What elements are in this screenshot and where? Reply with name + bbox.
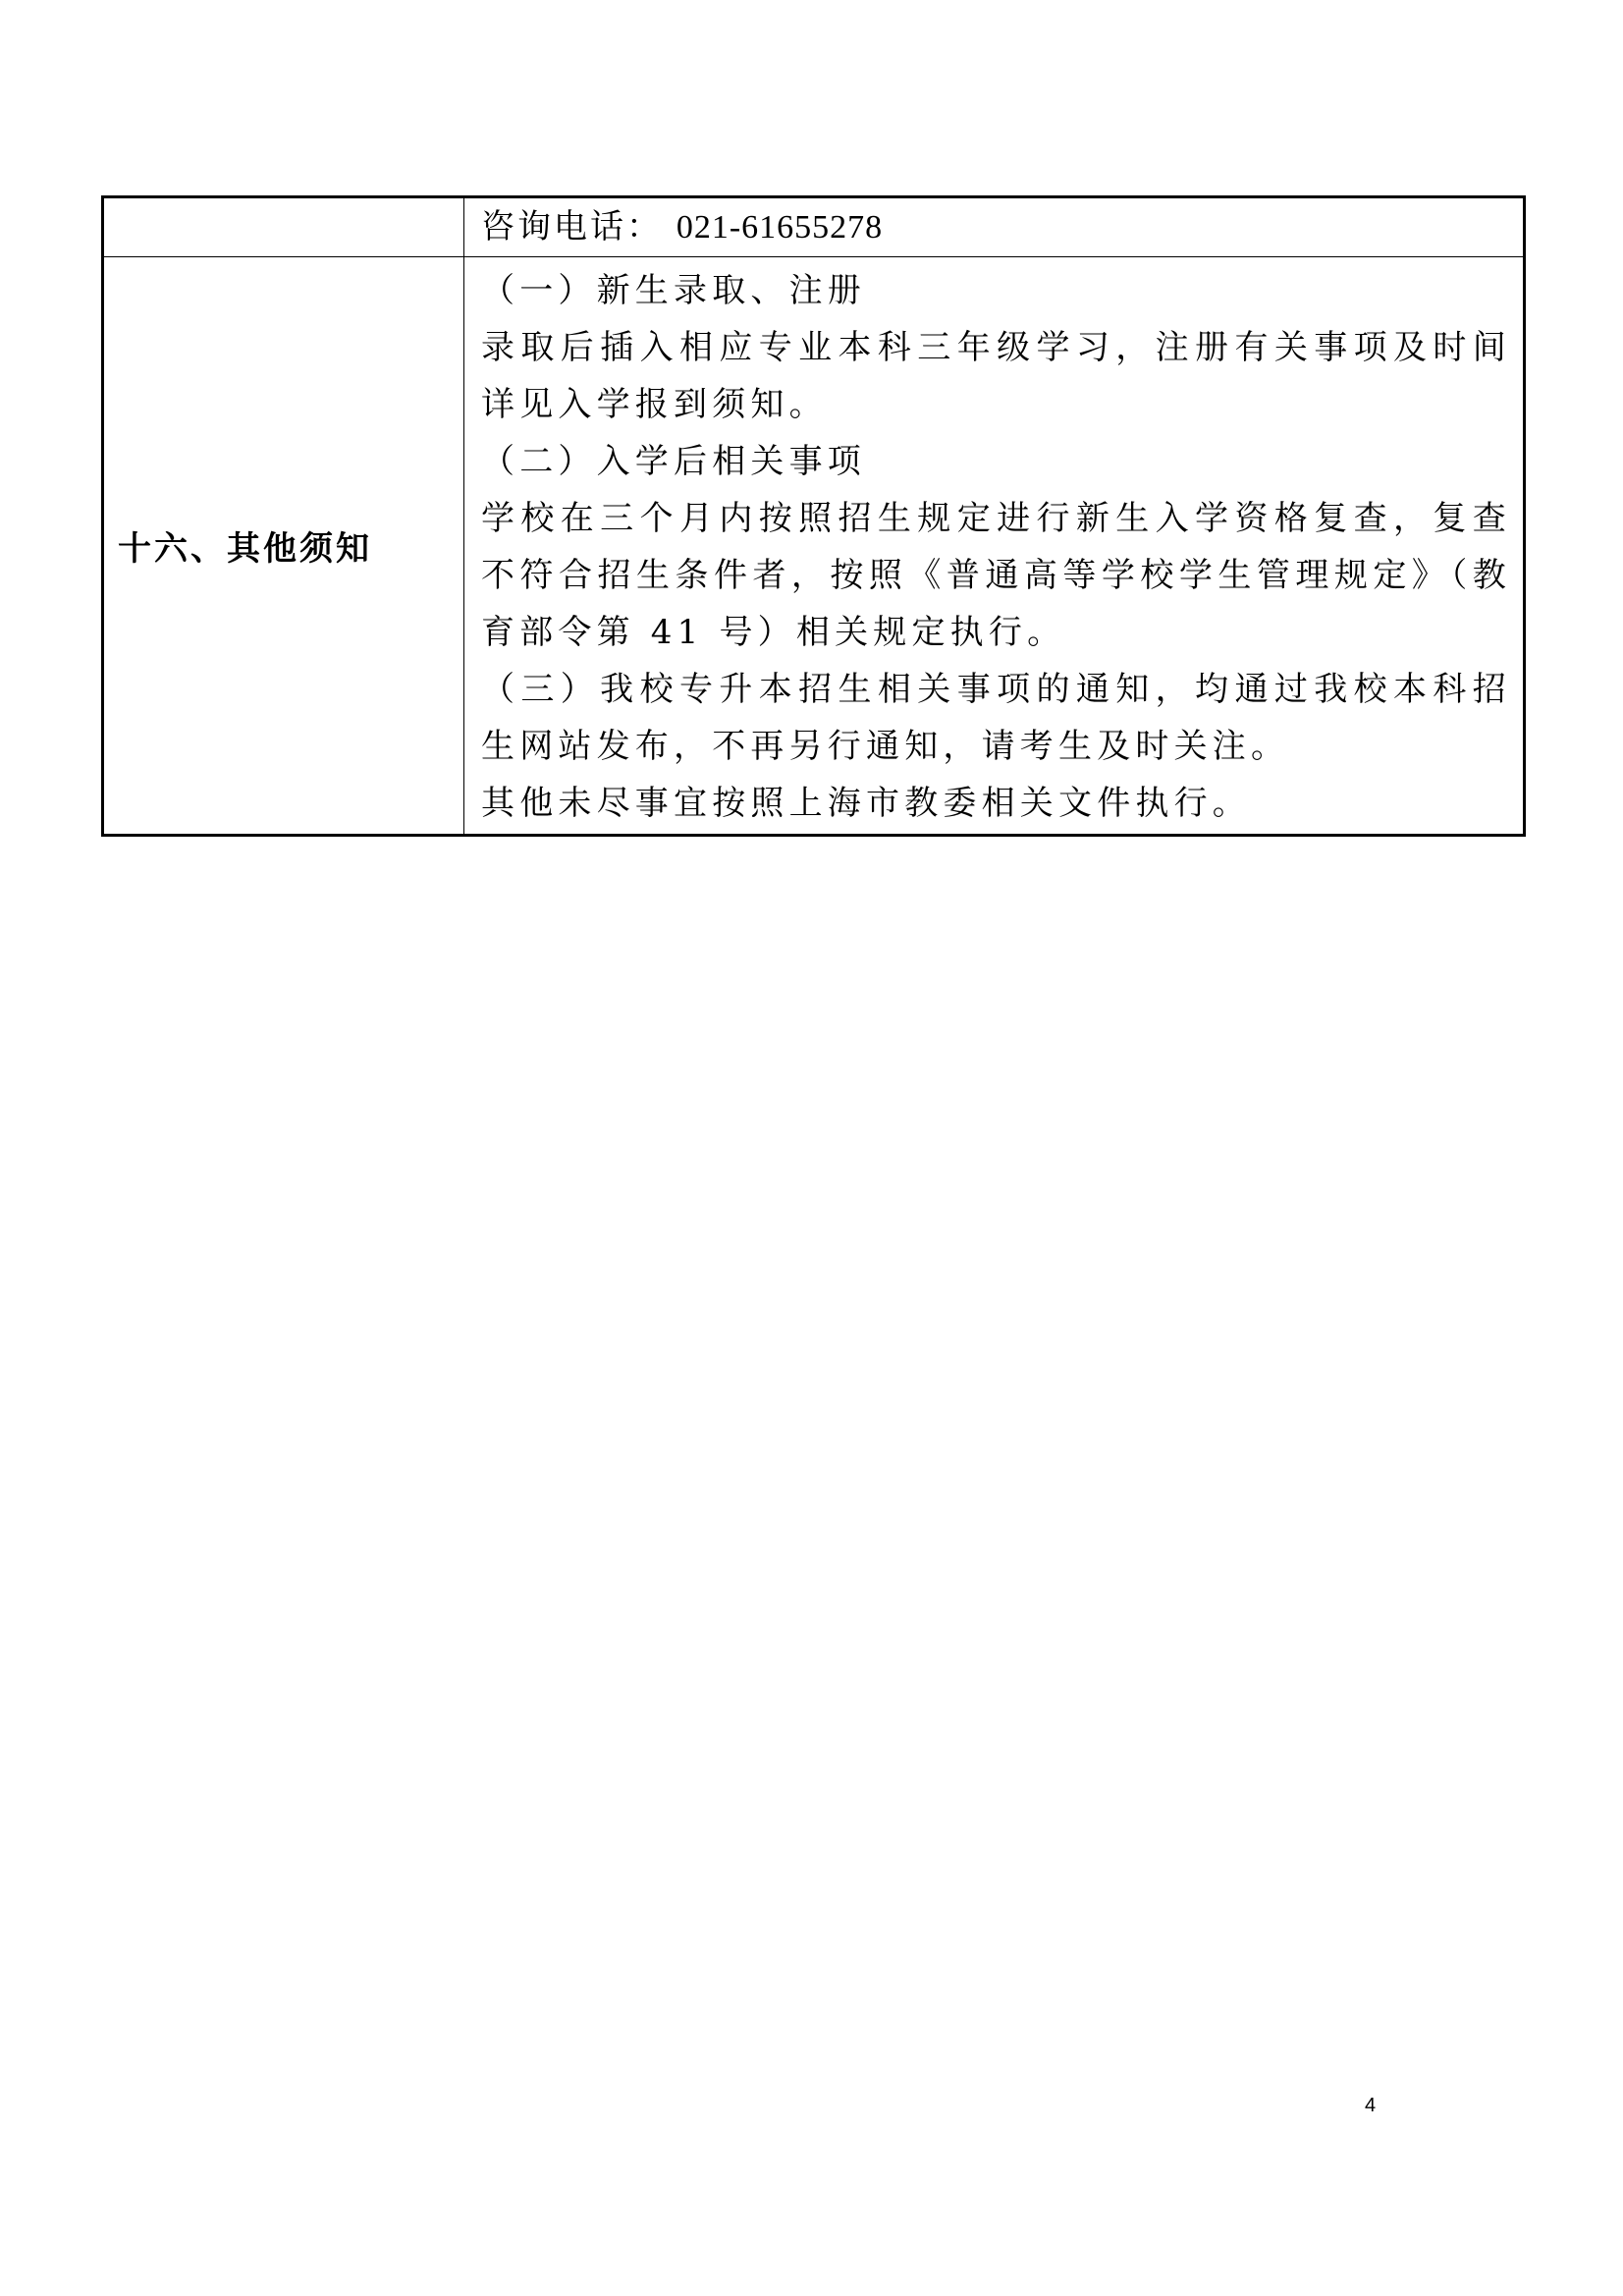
section-title: 十六、其他须知 — [118, 529, 372, 569]
contact-phone-number: 021-61655278 — [676, 209, 884, 246]
contact-row-content-cell — [464, 197, 1525, 257]
section-row — [103, 257, 1525, 836]
contact-row-label-cell — [103, 197, 464, 257]
section-content-cell — [464, 257, 1525, 836]
paragraph-admission-heading: （一）新生录取、注册 — [481, 271, 866, 310]
contact-phone-label: 咨询电话： — [481, 207, 663, 246]
paragraph-after-enrollment-body: 学校在三个月内按照招生规定进行新生入学资格复查，复查不符合招生条件者，按照《普通高等学校学生管理规定》（教育部令第 41 号）相关规定执行。 — [481, 499, 1511, 652]
paragraph-notice: （三）我校专升本招生相关事项的通知，均通过我校本科招生网站发布，不再另行通知，请考生及时关注。 — [481, 670, 1511, 766]
contact-phone — [464, 198, 1523, 256]
paragraph-other-matters: 其他未尽事宜按照上海市教委相关文件执行。 — [481, 784, 1251, 823]
section-label-cell — [103, 257, 464, 836]
page-number: 4 — [1365, 2095, 1377, 2116]
paragraph-after-enrollment-heading: （二）入学后相关事项 — [481, 442, 866, 481]
info-table — [101, 195, 1526, 837]
contact-row — [103, 197, 1525, 257]
paragraph-admission-body: 录取后插入相应专业本科三年级学习，注册有关事项及时间详见入学报到须知。 — [481, 328, 1511, 424]
